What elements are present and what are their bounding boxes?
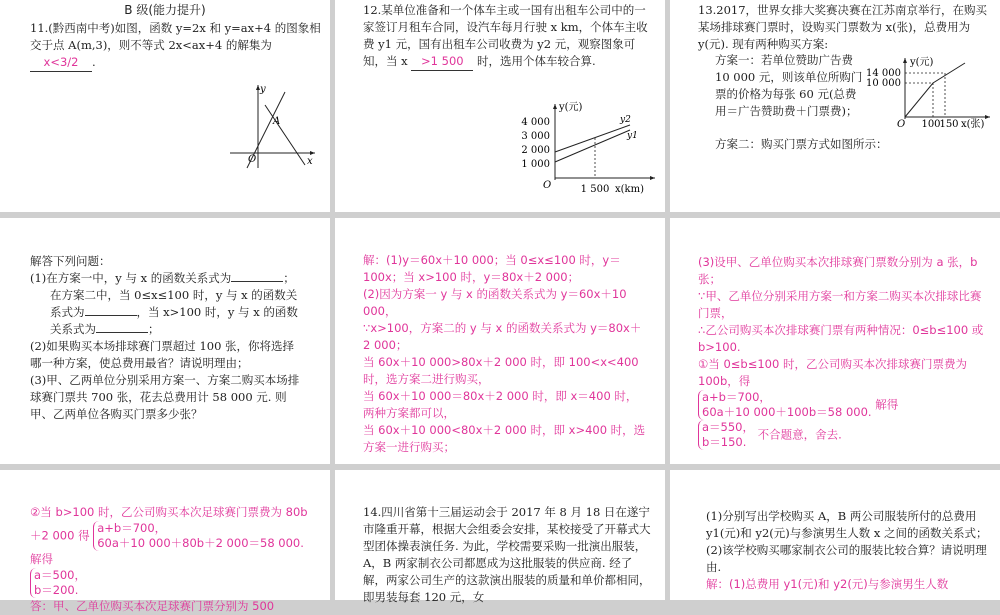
q12-ytick-4000: 4 000 xyxy=(521,117,550,128)
q13-xtick-150: 150 xyxy=(939,119,959,130)
solution-system-2 xyxy=(30,568,86,598)
q12-y-label: y(元) xyxy=(559,102,583,113)
q12-xtick-1500: 1 500 xyxy=(580,184,610,195)
equation-system-2 xyxy=(93,521,304,551)
solve-label: 解得 xyxy=(875,397,899,412)
solution-line: (3)设甲、乙单位购买本次排球赛门票数分别为 a 张，b 张； xyxy=(698,255,978,286)
equation: 60a＋10 000＋100b＝58 000. xyxy=(702,405,872,419)
solution-panel-a xyxy=(335,218,665,464)
q11-graph xyxy=(225,80,320,170)
q12-text-end: 时，选用个体车较合算. xyxy=(476,54,596,68)
q13-parts-block xyxy=(30,253,305,423)
q12-origin: O xyxy=(543,180,552,191)
q13-parts-intro: 解答下列问题： xyxy=(30,254,111,268)
q11-origin: O xyxy=(248,154,257,165)
q14-solution-start: 解：(1)总费用 y1(元)和 y2(元)与参演男生人数 xyxy=(706,577,949,591)
q13-ytick-10000: 10 000 xyxy=(866,78,901,89)
answer-blank xyxy=(231,281,283,282)
solution-value: b＝150. xyxy=(702,435,747,449)
solution-panel-c xyxy=(0,470,330,613)
solution-line: 当 60x＋10 000＝80x＋2 000 时，即 x＝400 时，两种方案都可以， xyxy=(363,389,638,420)
q12-text-block xyxy=(363,2,655,71)
q13-part1-c: ，当 x>100 时，y 与 x 的函数关系式为 xyxy=(50,305,298,336)
solution-line: 解：(1)y＝60x＋10 000；当 0≤x≤100 时，y＝100x；当 x>100 时，y＝80x＋2 000； xyxy=(363,253,621,284)
q11-period: . xyxy=(92,55,96,69)
question-13-panel xyxy=(670,0,1000,212)
answer-blank xyxy=(96,332,148,333)
q13-plan2: 方案二：购买门票方式如图所示： xyxy=(715,137,888,151)
q11-x-label: x xyxy=(307,156,313,167)
q13-part1-b: 在方案二中，当 0≤x≤100 时，y 与 x 的函数关系式为 xyxy=(50,288,298,319)
q12-ytick-1000: 1 000 xyxy=(521,159,550,170)
q13-text-block xyxy=(698,2,994,53)
solution-value: b＝200. xyxy=(34,583,79,597)
q13-y-label: y(元) xyxy=(910,57,934,68)
equation: a+b＝700， xyxy=(97,521,167,535)
level-header: B 级(能力提升) xyxy=(124,3,206,17)
q11-text-block xyxy=(30,20,322,72)
question-11-panel xyxy=(0,0,330,212)
q12-x-label: x(km) xyxy=(615,184,644,195)
q12-ytick-3000: 3 000 xyxy=(521,131,550,142)
q14-parts-block xyxy=(706,508,991,593)
solution-value: a＝500， xyxy=(34,568,86,582)
solution-result-line xyxy=(30,568,315,598)
q13-ytick-14000: 14 000 xyxy=(866,68,901,79)
q13-x-label: x(张) xyxy=(961,119,985,130)
q12-answer: >1 500 xyxy=(411,53,473,71)
question-13-parts-panel xyxy=(0,218,330,464)
solve-label: 解得 xyxy=(30,552,53,566)
q12-graph xyxy=(495,100,665,200)
q13-part1-line-b: 在方案二中，当 0≤x≤100 时，y 与 x 的函数关系式为 ，当 x>100 时，y 与 x 的函数关系式为 ； xyxy=(50,288,298,336)
solution-line: 当 60x＋10 000<80x＋2 000 时，即 x>400 时，选方案一进行购买； xyxy=(363,423,646,454)
solution-line: ∵甲、乙单位分别采用方案一和方案二购买本次排球比赛门票， xyxy=(698,289,982,320)
equation: a+b＝700， xyxy=(702,390,771,404)
q14-part1: (1)分别写出学校购买 A，B 两公司服装所付的总费用 y1(元)和 y2(元)与参演男生人数 x 之间的函数关系式； xyxy=(706,509,988,540)
q11-answer: x<3/2 xyxy=(30,54,92,72)
answer-blank xyxy=(85,315,137,316)
solution-line: 当 60x＋10 000>80x＋2 000 时，即 100<x<400 时，选方案二进行购买， xyxy=(363,355,639,386)
reject-note: 不合题意，舍去. xyxy=(757,427,842,442)
solution-panel-b xyxy=(670,218,1000,464)
q13-xtick-100: 100 xyxy=(921,119,941,130)
q13-text: 13.2017，世界女排大奖赛决赛在江苏南京举行，在购买某场排球赛门票时，设购买门票数为 x(张)，总费用为 y(元). 现有两种购买方案: xyxy=(698,3,988,51)
solution-value: a＝550， xyxy=(702,420,754,434)
q13-part1-line: (1)在方案一中，y 与 x 的函数关系式为 ； xyxy=(30,271,295,285)
equation-system-1 xyxy=(698,390,872,420)
q11-y-label: y xyxy=(260,84,266,95)
solution-line: ∵x>100，方案二的 y 与 x 的函数关系式为 y＝80x＋2 000； xyxy=(363,321,642,352)
question-12-panel xyxy=(335,0,665,212)
question-14-parts-panel xyxy=(670,470,1000,600)
q13-graph xyxy=(865,55,995,135)
q12-text: 12.某单位准备和一个体车主或一国有出租车公司中的一家签订月租车合同，设汽车每月行驶 x km，个体车主收费 y1 元，国有出租车公司收费为 y2 元，观察图象可知，当 x xyxy=(363,3,648,68)
q14-part2: (2)该学校购买哪家制衣公司的服装比较合算？请说明理由. xyxy=(706,543,987,574)
q13-part1-a: (1)在方案一中，y 与 x 的函数关系式为 xyxy=(30,271,232,285)
question-14-panel xyxy=(335,470,665,604)
q13-part2: (2)如果购买本场排球赛门票超过 100 张，你将选择哪一种方案，使总费用最省？请说明理由； xyxy=(30,339,295,370)
solution-system-1 xyxy=(698,420,754,450)
q13-part3: (3)甲、乙两单位分别采用方案一、方案二购买本场排球赛门票共 700 张，花去总费用计 58 000 元. 则甲、乙两单位各购买门票多少张？ xyxy=(30,373,300,421)
solution-a-block xyxy=(363,252,648,456)
q14-text: 14.四川省第十三届运动会于 2017 年 8 月 18 日在遂宁市隆重开幕，根据大会组委会安排，某校接受了开幕式大型团体操表演任务. 为此，学校需要采购一批演出服装，A，B 两家制衣公司都愿成为这批服装的供应商. 经了解，两家公司生产的这款演出服装的质量和单价都相同，即男装每套 120 元，女 xyxy=(363,505,651,604)
q11-text: 11.(黔西南中考)如图，函数 y=2x 和 y=ax+4 的图象相交于点 A(m,3)，则不等式 2x<ax+4 的解集为 xyxy=(30,21,321,52)
solution-line xyxy=(30,504,315,568)
solution-text: ②当 b>100 时，乙公司购买本次足球赛门票费为 80b＋2 000 得 xyxy=(30,505,308,543)
solution-c-block xyxy=(30,504,315,615)
solution-line: (2)因为方案一 y 与 x 的函数关系式为 y＝60x＋10 000， xyxy=(363,287,627,318)
q13-origin: O xyxy=(897,119,906,130)
q12-ytick-2000: 2 000 xyxy=(521,145,550,156)
solution-line: ①当 0≤b≤100 时，乙公司购买本次排球赛门票费为 100b，得 xyxy=(698,357,967,388)
solution-line: ∴乙公司购买本次排球赛门票有两种情况：0≤b≤100 或 b>100. xyxy=(698,323,984,354)
equation-system-line xyxy=(698,390,988,420)
solution-line: 答：甲、乙单位购买本次足球赛门票分别为 500 xyxy=(30,599,275,613)
equation: 60a＋10 000＋80b＋2 000＝58 000. xyxy=(97,536,304,550)
q12-series-y2: y2 xyxy=(620,115,631,125)
q13-plan1: 方案一：若单位赞助广告费 10 000 元，则该单位所购门票的价格为每张 60 元(总费用＝广告赞助费＋门票费)； xyxy=(715,53,863,118)
q12-series-y1: y1 xyxy=(627,131,638,141)
q11-point-a: A xyxy=(273,116,281,127)
solution-result-line xyxy=(698,420,988,450)
solution-b-block xyxy=(698,254,988,450)
